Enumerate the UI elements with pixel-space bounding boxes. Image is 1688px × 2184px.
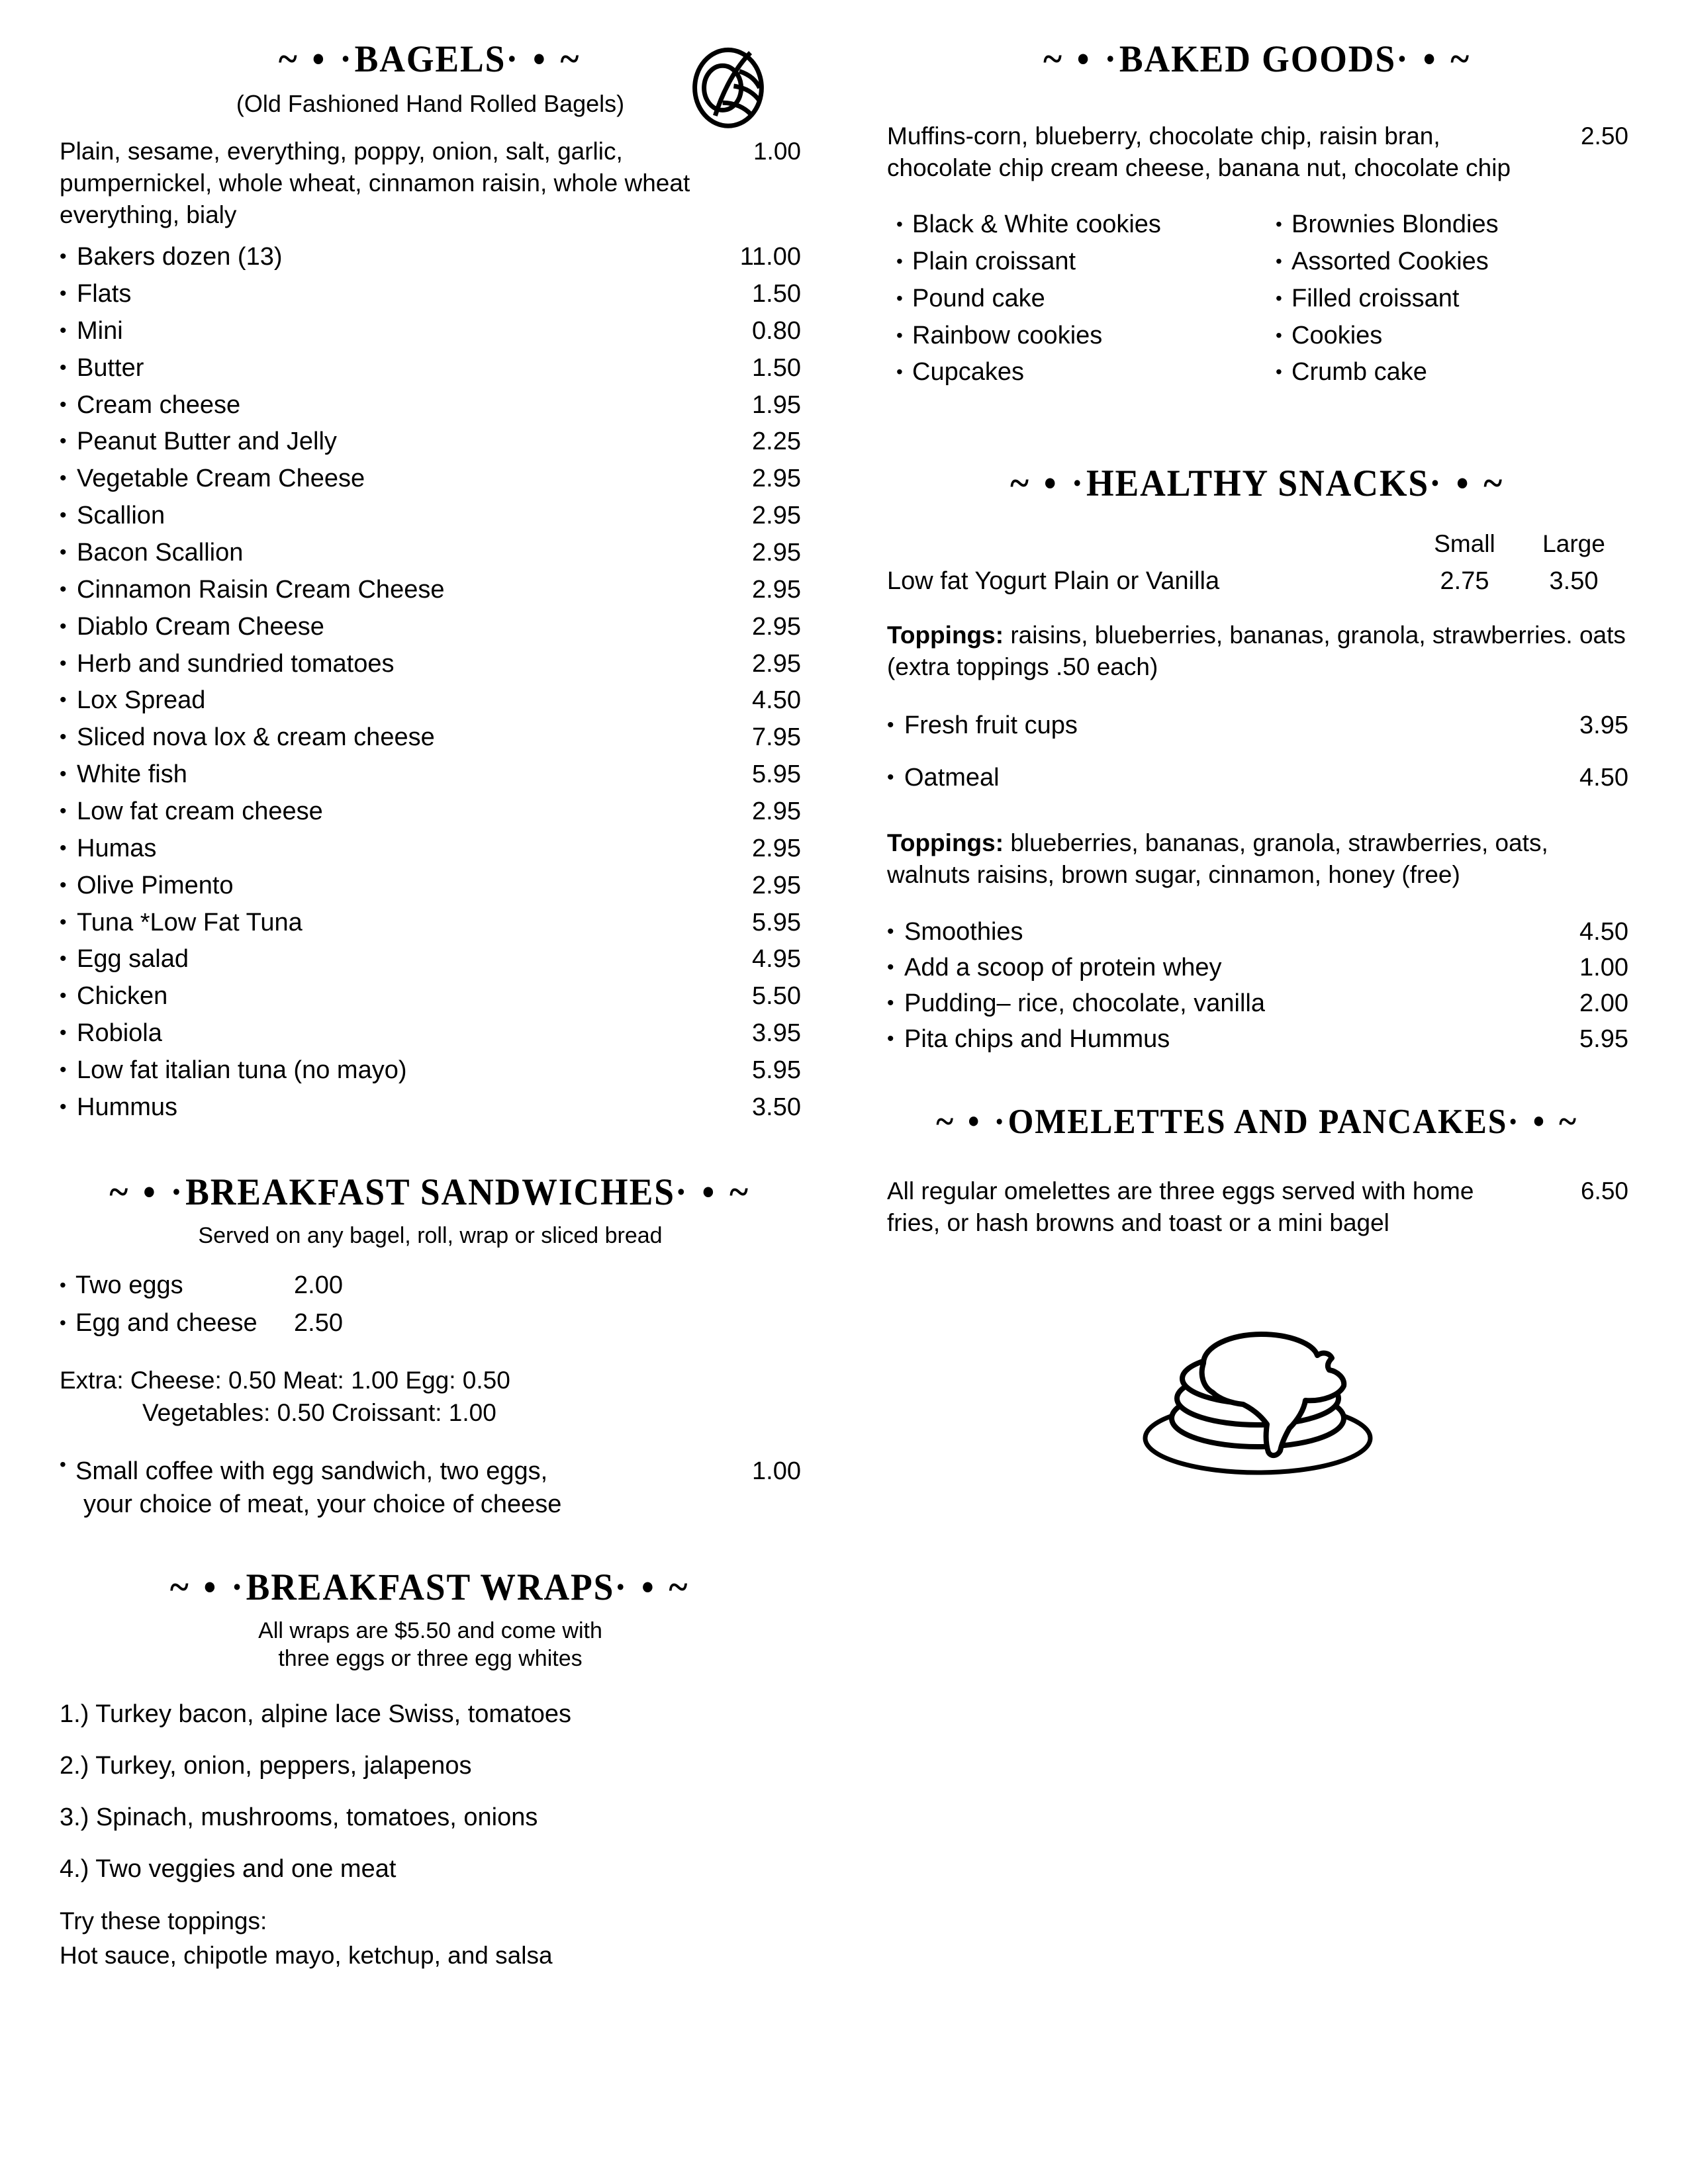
muffins-price: 2.50 <box>1580 122 1628 150</box>
item-label: Chicken <box>77 982 168 1011</box>
bullet-icon: • <box>60 246 67 268</box>
item-label: Two eggs <box>75 1271 183 1300</box>
item-price: 2.95 <box>752 797 801 826</box>
heading-title: OMELETTES AND PANCAKES <box>1008 1102 1508 1141</box>
item-label: Bakers dozen (13) <box>77 243 283 271</box>
bullet-icon: • <box>60 837 67 859</box>
item-label: Robiola <box>77 1019 162 1048</box>
section-breakfast-sandwiches <box>60 1173 801 1522</box>
bullet-icon: • <box>60 393 67 416</box>
item-label: Rainbow cookies <box>912 321 1103 349</box>
item-label: Oatmeal <box>904 764 1000 792</box>
item-label: Crumb cake <box>1291 358 1427 387</box>
wrap-toppings-block <box>60 1904 801 1972</box>
list-item <box>60 756 801 794</box>
item-label: White fish <box>77 760 187 789</box>
item-label: Pound cake <box>912 284 1045 312</box>
item-price: 2.95 <box>752 575 801 604</box>
bullet-icon: • <box>887 1028 894 1050</box>
bullet-icon: • <box>60 467 67 490</box>
bullet-icon: • <box>1276 214 1282 235</box>
bullet-icon: • <box>60 1312 66 1334</box>
bullet-icon: • <box>60 800 67 823</box>
list-item <box>60 350 801 387</box>
oatmeal-toppings <box>887 827 1628 891</box>
heading-deco-left: ~ • · <box>278 38 355 80</box>
heading-deco-left: ~ • · <box>169 1566 246 1608</box>
extras-line-2: Vegetables: 0.50 Croissant: 1.00 <box>142 1398 496 1426</box>
item-price: 1.95 <box>752 390 801 419</box>
item-price: 0.80 <box>752 316 801 345</box>
item-price: 5.95 <box>752 908 801 936</box>
bullet-icon: • <box>887 956 894 979</box>
right-column <box>887 40 1628 2158</box>
item-label: Cinnamon Raisin Cream Cheese <box>77 575 445 604</box>
coffee-combo-line-1: Small coffee with egg sandwich, two eggs, <box>75 1457 548 1485</box>
bagels-subtitle: (Old Fashioned Hand Rolled Bagels) <box>236 89 625 117</box>
item-price: 1.00 <box>1579 954 1628 982</box>
item-label: Bacon Scallion <box>77 539 244 567</box>
item-price: 5.50 <box>752 982 801 1011</box>
bullet-icon: • <box>1276 361 1282 383</box>
bullet-icon: • <box>896 214 903 235</box>
list-item <box>60 719 801 756</box>
list-item <box>60 1267 801 1304</box>
list-item <box>60 609 801 646</box>
yogurt-row <box>887 567 1628 596</box>
list-item <box>887 1022 1628 1058</box>
item-label: Lox Spread <box>77 686 206 715</box>
extras-line-1: Extra: Cheese: 0.50 Meat: 1.00 Egg: 0.50 <box>60 1367 510 1394</box>
list-item <box>887 950 1628 986</box>
heading-deco-left: ~ • · <box>936 1102 1008 1141</box>
coffee-combo-text <box>75 1455 702 1522</box>
item-price: 2.95 <box>752 465 801 493</box>
list-item <box>60 239 801 276</box>
bullet-icon: • <box>887 921 894 943</box>
bullet-icon: • <box>1276 250 1282 271</box>
list-item <box>896 206 1249 244</box>
list-item: 1.) Turkey bacon, alpine lace Swiss, tomatoes <box>60 1700 572 1728</box>
yogurt-size-header <box>887 530 1628 558</box>
item-price: 4.50 <box>1579 764 1628 792</box>
baked-goods-bullet-columns <box>887 206 1628 391</box>
item-label: Tuna *Low Fat Tuna <box>77 908 303 936</box>
list-item <box>1276 281 1628 318</box>
muffins-row <box>887 120 1628 184</box>
baked-goods-heading <box>910 40 1607 79</box>
heading-title: BAKED GOODS <box>1119 38 1397 80</box>
item-label: Olive Pimento <box>77 871 234 899</box>
bagels-intro-row <box>60 136 801 231</box>
list-item <box>60 1089 801 1126</box>
item-label: Cream cheese <box>77 390 241 419</box>
item-label: Diablo Cream Cheese <box>77 612 324 641</box>
bullet-icon: • <box>60 985 67 1007</box>
item-label: Pudding– rice, chocolate, vanilla <box>904 989 1266 1018</box>
healthy-snacks-heading <box>910 464 1607 504</box>
list-item <box>896 244 1249 281</box>
bullet-icon: • <box>60 1095 67 1118</box>
omelettes-description: All regular omelettes are three eggs served with home fries, or hash browns and toast or a mini bagel <box>887 1177 1474 1236</box>
heading-deco-right: · • ~ <box>1429 463 1505 505</box>
bullet-icon: • <box>60 911 67 933</box>
item-label: Cupcakes <box>912 358 1024 387</box>
list-item <box>60 313 801 350</box>
baked-goods-right-list <box>1276 206 1628 391</box>
bullet-icon: • <box>60 948 67 970</box>
toppings-label-1: Toppings: <box>887 621 1004 649</box>
toppings-text-1: raisins, blueberries, bananas, granola, strawberries. oats (extra toppings .50 each) <box>887 621 1626 681</box>
item-price: 2.95 <box>752 502 801 530</box>
item-label: Butter <box>77 353 144 382</box>
item-label: Low fat cream cheese <box>77 797 323 826</box>
item-label: Scallion <box>77 502 165 530</box>
item-label: Flats <box>77 279 132 308</box>
list-item <box>60 868 801 905</box>
bullet-icon: • <box>60 652 67 674</box>
list-item <box>887 705 1628 746</box>
bullet-icon: • <box>887 766 894 789</box>
wraps-subtitle-line-1: All wraps are $5.50 and come with <box>258 1617 602 1643</box>
list-item <box>60 905 801 942</box>
toppings-text-2: blueberries, bananas, granola, strawberries, oats, walnuts raisins, brown sugar, cinnamon, honey (free) <box>887 829 1548 889</box>
bullet-icon: • <box>60 578 67 600</box>
heading-title: BREAKFAST SANDWICHES <box>185 1171 675 1213</box>
list-item <box>60 461 801 498</box>
bullet-icon: • <box>60 763 67 786</box>
bullet-icon: • <box>887 714 894 737</box>
try-toppings-label: Try these toppings: <box>60 1907 267 1935</box>
left-column <box>60 40 801 2158</box>
list-item <box>60 794 801 831</box>
list-item <box>887 915 1628 950</box>
item-label: Humas <box>77 834 157 862</box>
size-large-label: Large <box>1542 530 1605 558</box>
bullet-icon: • <box>896 324 903 345</box>
list-item: 3.) Spinach, mushrooms, tomatoes, onions <box>60 1803 538 1831</box>
heading-deco-left: ~ • · <box>1043 38 1119 80</box>
item-label: Low fat italian tuna (no mayo) <box>77 1056 407 1085</box>
breakfast-sandwiches-heading <box>82 1173 779 1212</box>
yogurt-large-price: 3.50 <box>1549 567 1599 596</box>
item-label: Fresh fruit cups <box>904 711 1078 740</box>
bagels-intro-price: 1.00 <box>753 137 801 165</box>
bullet-icon: • <box>60 615 67 637</box>
item-label: Brownies Blondies <box>1291 210 1499 239</box>
item-price: 3.50 <box>752 1093 801 1121</box>
breakfast-sandwiches-subtitle: Served on any bagel, roll, wrap or sliced bread <box>198 1222 663 1248</box>
omelettes-heading <box>910 1104 1607 1141</box>
list-item <box>1276 318 1628 355</box>
item-price: 3.95 <box>1579 711 1628 740</box>
item-label: Herb and sundried tomatoes <box>77 649 395 678</box>
item-price: 7.95 <box>752 723 801 752</box>
coffee-combo-line-2: your choice of meat, your choice of cheese <box>83 1490 562 1519</box>
item-price: 4.50 <box>752 686 801 715</box>
item-label: Mini <box>77 316 123 345</box>
item-price: 2.00 <box>1579 989 1628 1018</box>
heading-deco-left: ~ • · <box>109 1171 186 1213</box>
item-label: Egg and cheese <box>75 1309 258 1338</box>
pancake-stack-icon <box>1119 1302 1397 1481</box>
breakfast-wraps-subtitle <box>60 1617 801 1673</box>
list-item <box>60 498 801 535</box>
list-item <box>1276 244 1628 281</box>
bullet-icon: • <box>896 287 903 308</box>
list-item <box>60 387 801 424</box>
item-label: Sliced nova lox & cream cheese <box>77 723 435 752</box>
yogurt-small-price: 2.75 <box>1440 567 1489 596</box>
bullet-icon: • <box>887 992 894 1015</box>
bullet-icon: • <box>60 282 67 304</box>
bullet-icon: • <box>60 689 67 711</box>
list-item <box>60 276 801 313</box>
list-item <box>60 941 801 978</box>
list-item <box>60 978 801 1015</box>
heading-title: HEALTHY SNACKS <box>1086 463 1430 505</box>
item-price: 2.95 <box>752 871 801 899</box>
bullet-icon: • <box>60 874 67 896</box>
item-price: 11.00 <box>739 243 801 271</box>
item-label: Plain croissant <box>912 247 1076 275</box>
list-item: 2.) Turkey, onion, peppers, jalapenos <box>60 1751 472 1780</box>
item-label: Smoothies <box>904 918 1023 946</box>
item-label: Egg salad <box>77 945 189 974</box>
item-price: 5.95 <box>1579 1025 1628 1053</box>
item-price: 2.95 <box>752 539 801 567</box>
item-price: 5.95 <box>752 760 801 789</box>
bagels-heading <box>82 40 779 79</box>
bullet-icon: • <box>60 319 67 341</box>
list-item <box>887 986 1628 1022</box>
heading-deco-right: · • ~ <box>675 1171 751 1213</box>
section-breakfast-wraps <box>60 1568 801 1972</box>
item-price: 2.25 <box>752 428 801 456</box>
item-label: Pita chips and Hummus <box>904 1025 1170 1053</box>
size-small-label: Small <box>1434 530 1495 558</box>
toppings-label-2: Toppings: <box>887 829 1004 856</box>
section-healthy-snacks <box>887 464 1628 1058</box>
item-price: 5.95 <box>752 1056 801 1085</box>
bullet-icon: • <box>60 1453 66 1475</box>
list-item <box>60 646 801 683</box>
item-price: 4.50 <box>1579 918 1628 946</box>
item-price: 2.95 <box>752 612 801 641</box>
list-item <box>1276 206 1628 244</box>
list-item <box>60 1304 801 1342</box>
heading-deco-left: ~ • · <box>1010 463 1086 505</box>
item-price: 4.95 <box>752 945 801 974</box>
item-label: Cookies <box>1291 321 1383 349</box>
item-price: 1.50 <box>752 279 801 308</box>
item-price: 2.50 <box>294 1309 343 1338</box>
bullet-icon: • <box>60 726 67 749</box>
section-bagels <box>60 40 801 1126</box>
bullet-icon: • <box>896 250 903 271</box>
item-price: 1.50 <box>752 353 801 382</box>
list-item <box>896 318 1249 355</box>
section-baked-goods <box>887 40 1628 391</box>
heading-title: BAGELS <box>354 38 506 80</box>
bullet-icon: • <box>60 356 67 379</box>
list-item <box>887 758 1628 798</box>
item-label: Vegetable Cream Cheese <box>77 465 365 493</box>
healthy-snacks-mid-list <box>887 705 1628 798</box>
item-label: Hummus <box>77 1093 178 1121</box>
item-price: 2.95 <box>752 834 801 862</box>
bullet-icon: • <box>60 1059 67 1081</box>
list-item <box>896 281 1249 318</box>
heading-deco-right: · • ~ <box>1396 38 1472 80</box>
item-label: Add a scoop of protein whey <box>904 954 1222 982</box>
bullet-icon: • <box>60 504 67 527</box>
heading-title: BREAKFAST WRAPS <box>246 1566 615 1608</box>
muffins-description: Muffins-corn, blueberry, chocolate chip, raisin bran, chocolate chip cream cheese, banana nut, chocolate chip <box>887 122 1511 181</box>
list-item <box>60 572 801 609</box>
list-item <box>60 424 801 461</box>
list-item <box>60 831 801 868</box>
bullet-icon: • <box>60 541 67 563</box>
section-omelettes-pancakes <box>887 1104 1628 1481</box>
list-item <box>60 535 801 572</box>
coffee-combo-row <box>60 1455 801 1522</box>
bagels-item-list <box>60 239 801 1126</box>
item-price: 2.95 <box>752 649 801 678</box>
healthy-snacks-bottom-list <box>887 915 1628 1058</box>
item-price: 3.95 <box>752 1019 801 1048</box>
item-price: 2.00 <box>294 1271 343 1300</box>
list-item <box>1276 354 1628 391</box>
yogurt-name: Low fat Yogurt Plain or Vanilla <box>887 567 1220 596</box>
breakfast-wraps-heading <box>82 1568 779 1608</box>
omelettes-desc-row <box>887 1175 1628 1239</box>
bullet-icon: • <box>1276 287 1282 308</box>
bullet-icon: • <box>60 1022 67 1044</box>
list-item <box>60 682 801 719</box>
item-label: Filled croissant <box>1291 284 1460 312</box>
yogurt-toppings <box>887 619 1628 683</box>
breakfast-sandwich-item-list <box>60 1267 801 1342</box>
breakfast-wrap-item-list <box>60 1697 801 1888</box>
coffee-combo-price: 1.00 <box>752 1457 801 1485</box>
item-label: Peanut Butter and Jelly <box>77 428 337 456</box>
wraps-subtitle-line-2: three eggs or three egg whites <box>278 1646 583 1672</box>
bagels-intro-desc: Plain, sesame, everything, poppy, onion, salt, garlic, pumpernickel, whole wheat, cinnamon raisin, whole wheat everything, bialy <box>60 137 690 229</box>
list-item: 4.) Two veggies and one meat <box>60 1854 397 1883</box>
bullet-icon: • <box>1276 324 1282 345</box>
baked-goods-left-list <box>896 206 1249 391</box>
item-label: Black & White cookies <box>912 210 1161 239</box>
bullet-icon: • <box>896 361 903 383</box>
heading-deco-right: · • ~ <box>1507 1102 1579 1141</box>
list-item <box>60 1052 801 1089</box>
try-toppings-items: Hot sauce, chipotle mayo, ketchup, and salsa <box>60 1941 553 1969</box>
breakfast-sandwich-extras <box>60 1365 801 1430</box>
item-label: Assorted Cookies <box>1291 247 1489 275</box>
bullet-icon: • <box>60 430 67 453</box>
list-item <box>896 354 1249 391</box>
heading-deco-right: · • ~ <box>506 38 583 80</box>
list-item <box>60 1015 801 1052</box>
omelettes-price: 6.50 <box>1580 1177 1628 1205</box>
heading-deco-right: · • ~ <box>614 1566 691 1608</box>
bullet-icon: • <box>60 1275 66 1296</box>
